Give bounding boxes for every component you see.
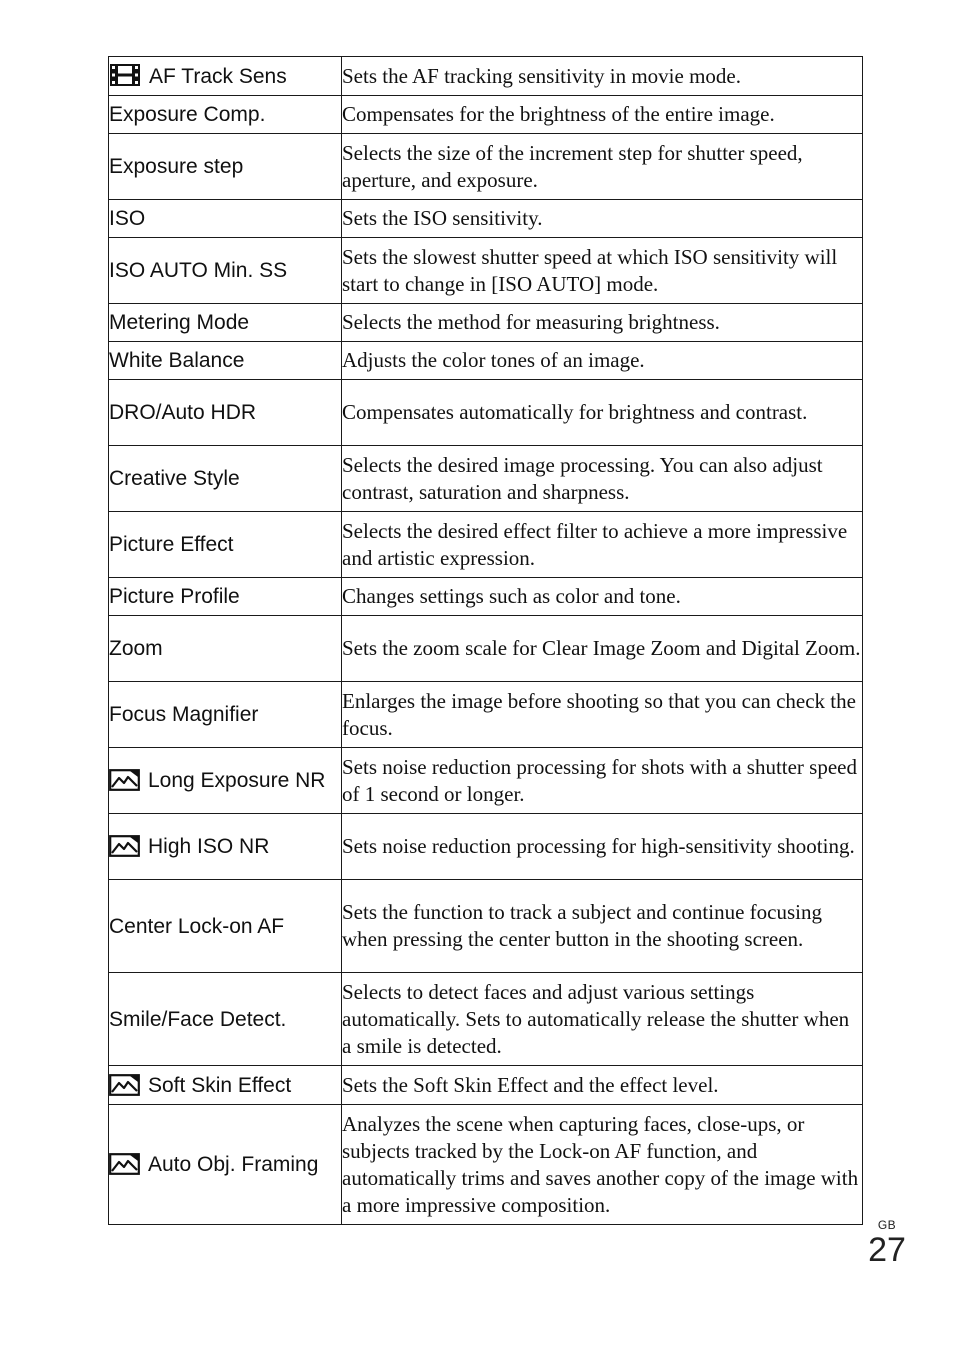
setting-description: Sets the Soft Skin Effect and the effect level. [342, 1066, 863, 1105]
setting-description: Compensates for the brightness of the entire image. [342, 96, 863, 134]
setting-name: Metering Mode [109, 304, 342, 342]
table-row [109, 880, 863, 973]
setting-name: Soft Skin Effect [148, 1073, 292, 1097]
setting-name: Focus Magnifier [109, 682, 342, 748]
settings-table [108, 56, 863, 1225]
table-row [109, 748, 863, 814]
setting-description: Selects the desired image processing. You can also adjust contrast, saturation and sharpness. [342, 446, 863, 512]
table-row [109, 304, 863, 342]
setting-name: Center Lock-on AF [109, 880, 342, 973]
setting-description: Selects to detect faces and adjust various settings automatically. Sets to automatically release the shutter when a smile is detected. [342, 973, 863, 1066]
setting-name: AF Track Sens [149, 64, 287, 88]
still-image-icon [109, 769, 140, 791]
table-row [109, 134, 863, 200]
setting-name: Picture Profile [109, 578, 342, 616]
page-number: 27 [868, 1231, 906, 1269]
setting-description: Selects the size of the increment step for shutter speed, aperture, and exposure. [342, 134, 863, 200]
setting-name: High ISO NR [148, 835, 270, 858]
setting-description: Sets the slowest shutter speed at which ISO sensitivity will start to change in [ISO AUTO] mode. [342, 238, 863, 304]
table-row [109, 1066, 863, 1105]
setting-name-cell [109, 57, 342, 96]
setting-description: Adjusts the color tones of an image. [342, 342, 863, 380]
table-row [109, 238, 863, 304]
setting-name-cell [109, 748, 342, 814]
table-row [109, 682, 863, 748]
setting-name-cell [109, 814, 342, 880]
setting-name: Long Exposure NR [148, 769, 326, 792]
setting-name: ISO AUTO Min. SS [109, 238, 342, 304]
setting-name: ISO [109, 200, 342, 238]
table-row [109, 446, 863, 512]
setting-description: Sets the AF tracking sensitivity in movie mode. [342, 57, 863, 96]
table-row [109, 616, 863, 682]
setting-description: Enlarges the image before shooting so that you can check the focus. [342, 682, 863, 748]
setting-name: Smile/Face Detect. [109, 973, 342, 1066]
setting-description: Sets the function to track a subject and continue focusing when pressing the center button in the shooting screen. [342, 880, 863, 973]
setting-description: Changes settings such as color and tone. [342, 578, 863, 616]
setting-name: DRO/Auto HDR [109, 380, 342, 446]
setting-description: Analyzes the scene when capturing faces, close-ups, or subjects tracked by the Lock-on AF function, and automatically trims and saves another copy of the image with a more impressive composition. [342, 1105, 863, 1225]
setting-name: Exposure Comp. [109, 96, 342, 134]
still-image-icon [109, 1074, 140, 1096]
setting-description: Sets noise reduction processing for shots with a shutter speed of 1 second or longer. [342, 748, 863, 814]
setting-description: Selects the desired effect filter to achieve a more impressive and artistic expression. [342, 512, 863, 578]
table-row [109, 57, 863, 96]
setting-name-cell [109, 1105, 342, 1225]
table-row [109, 814, 863, 880]
table-row [109, 1105, 863, 1225]
table-row [109, 973, 863, 1066]
setting-name-cell [109, 1066, 342, 1105]
region-code: GB [877, 1218, 897, 1232]
setting-description: Sets noise reduction processing for high-sensitivity shooting. [342, 814, 863, 880]
table-row [109, 342, 863, 380]
setting-description: Sets the ISO sensitivity. [342, 200, 863, 238]
setting-name: Picture Effect [109, 512, 342, 578]
setting-description: Compensates automatically for brightness and contrast. [342, 380, 863, 446]
table-row [109, 380, 863, 446]
table-row [109, 200, 863, 238]
still-image-icon [109, 835, 140, 857]
still-image-icon [109, 1153, 140, 1175]
setting-name: Zoom [109, 616, 342, 682]
setting-name: Exposure step [109, 134, 342, 200]
setting-name: White Balance [109, 342, 342, 380]
setting-description: Selects the method for measuring brightness. [342, 304, 863, 342]
movie-film-icon [109, 63, 141, 87]
table-row [109, 578, 863, 616]
page-footer [862, 1218, 912, 1268]
setting-description: Sets the zoom scale for Clear Image Zoom and Digital Zoom. [342, 616, 863, 682]
table-row [109, 96, 863, 134]
setting-name: Auto Obj. Framing [148, 1153, 319, 1176]
setting-name: Creative Style [109, 446, 342, 512]
table-row [109, 512, 863, 578]
